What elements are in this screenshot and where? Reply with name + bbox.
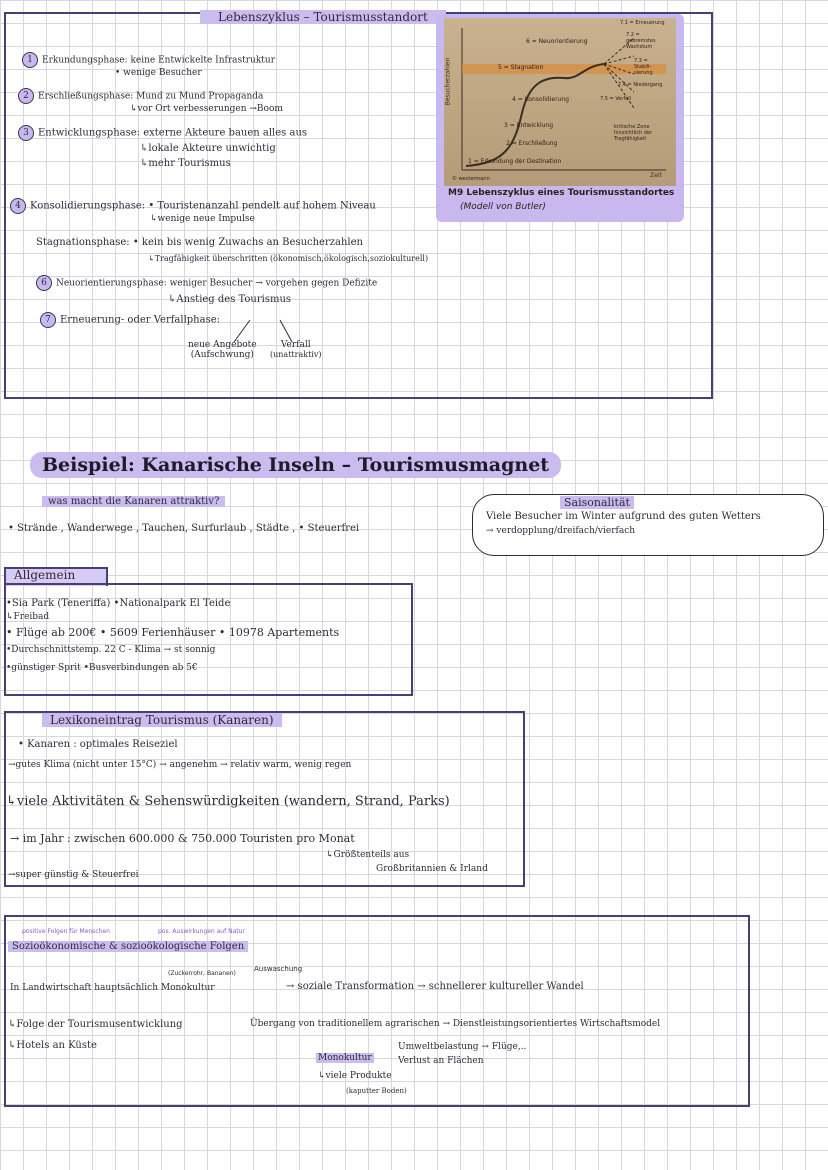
socio-small: (Zuckerrohr, Bananen) xyxy=(168,970,236,977)
fig-p75: 7.5 = Verfall xyxy=(600,96,632,102)
fig-caption: M9 Lebenszyklus eines Tourismusstandortes xyxy=(448,188,675,198)
allgemein-line-4: •Durchschnittstemp. 22 C - Klima → st sonnig xyxy=(6,645,216,655)
attractive-answer: • Strände , Wanderwege , Tauchen, Surfurlaub , Städte , • Steuerfrei xyxy=(8,523,360,534)
allgemein-line-1: •Sia Park (Teneriffa) •Nationalpark El Teide xyxy=(6,598,231,609)
lex-line-5: ↳Größtenteils aus xyxy=(326,850,410,860)
seasonality-sub: → verdopplung/dreifach/vierfach xyxy=(486,526,636,536)
fig-p5: 5 = Stagnation xyxy=(498,64,544,71)
branch-decline: Verfall (unattraktiv) xyxy=(270,340,322,359)
fig-p71: 7.1 = Erneuerung xyxy=(620,20,665,26)
lifecycle-title: Lebenszyklus – Tourismusstandort xyxy=(200,10,446,24)
phase-1-sub: • wenige Besucher xyxy=(115,68,202,78)
fig-p2: 2 = Erschließung xyxy=(506,140,558,147)
phase-3: 3 Entwicklungsphase: externe Akteure bauen alles aus xyxy=(18,125,307,141)
lex-line-7: →super günstig & Steuerfrei xyxy=(8,870,139,880)
lex-line-6: Großbritannien & Irland xyxy=(376,864,488,874)
socio-line-4: Übergang von traditionellem agrarischen → Dienstleistungsorientiertes Wirtschaftsmodel xyxy=(250,1019,661,1029)
phase-4: 4 Konsolidierungsphase: • Touristenanzahl pendelt auf hohem Niveau xyxy=(10,198,376,214)
fig-ylabel: Besucherzahlen xyxy=(444,57,452,106)
fig-p6: 6 = Neuorientierung xyxy=(526,38,588,45)
fig-p73: 7.3 = Stabili-sierung xyxy=(634,58,653,76)
socio-line-5: ↳Hotels an Küste xyxy=(8,1040,97,1051)
socio-line-2: → soziale Transformation → schnellerer kultureller Wandel xyxy=(286,981,584,992)
phase-6: 6 Neuorientierungsphase: weniger Besucher → vorgehen gegen Defizite xyxy=(36,275,377,291)
socio-title: Sozioökonomische & sozioökologische Folgen xyxy=(8,941,248,952)
fig-xlabel: Zeit xyxy=(650,172,662,179)
lexikon-title: Lexikoneintrag Tourismus (Kanaren) xyxy=(42,713,282,727)
fig-zone: kritische Zone hinsichtlich der Tragfähigkeit xyxy=(614,124,653,142)
allgemein-line-2: ↳Freibad xyxy=(6,612,50,622)
allgemein-title: Allgemein xyxy=(14,568,76,582)
socio-line-10: Verlust an Flächen xyxy=(398,1056,484,1066)
fig-caption2: (Modell von Butler) xyxy=(460,202,546,212)
fig-p1: 1 = Erkundung der Destination xyxy=(468,158,562,165)
phase-5: Stagnationsphase: • kein bis wenig Zuwachs an Besucherzahlen xyxy=(36,237,363,248)
socio-line-1: In Landwirtschaft hauptsächlich Monokultur xyxy=(10,983,215,993)
phase-6-sub: ↳Anstieg des Tourismus xyxy=(168,294,292,305)
attractive-question: was macht die Kanaren attraktiv? xyxy=(42,496,225,507)
lex-line-4: → im Jahr : zwischen 600.000 & 750.000 Touristen pro Monat xyxy=(10,832,355,845)
fig-p72: 7.2 = gebremstes Wachstum xyxy=(626,32,656,50)
branch-new-offers: neue Angebote (Aufschwung) xyxy=(188,340,257,360)
lex-line-2: →gutes Klima (nicht unter 15°C) → angenehm → relativ warm, wenig regen xyxy=(8,760,352,770)
phase-1: 1 Erkundungsphase: keine Entwickelte Infrastruktur xyxy=(22,52,275,68)
phase-3-sub: ↳lokale Akteure unwichtig xyxy=(140,143,276,154)
seasonality-title: Saisonalität xyxy=(560,496,634,509)
socio-line-7: ↳viele Produkte xyxy=(318,1071,392,1081)
phase-3-sub2: ↳mehr Tourismus xyxy=(140,158,231,169)
phase-number: 6 xyxy=(36,275,52,291)
fig-p3: 3 = Entwicklung xyxy=(504,122,554,129)
butler-figure xyxy=(436,14,684,222)
fig-p4: 4 = Konsolidierung xyxy=(512,96,569,103)
phase-number: 7 xyxy=(40,312,56,328)
socio-small-2: Auswaschung xyxy=(254,965,303,973)
socio-line-3: ↳Folge der Tourismusentwicklung xyxy=(8,1019,183,1030)
phase-2-sub: ↳vor Ort verbesserungen →Boom xyxy=(130,104,283,114)
socio-line-9: Umweltbelastung → Flüge,.. xyxy=(398,1042,527,1052)
lex-line-1: • Kanaren : optimales Reiseziel xyxy=(18,739,178,750)
allgemein-line-3: • Flüge ab 200€ • 5609 Ferienhäuser • 10978 Apartements xyxy=(6,626,340,639)
socio-line-8: (kaputter Boden) xyxy=(346,1087,407,1095)
phase-number: 4 xyxy=(10,198,26,214)
phase-7: 7 Erneuerung- oder Verfallphase: xyxy=(40,312,220,328)
seasonality-text: Viele Besucher im Winter aufgrund des guten Wetters xyxy=(486,511,761,522)
phase-5-sub: ↳Tragfähigkeit überschritten (ökonomisch,ökologisch,soziokulturell) xyxy=(148,254,429,263)
phase-number: 3 xyxy=(18,125,34,141)
phase-number: 2 xyxy=(18,88,34,104)
seasonality-box xyxy=(472,494,824,556)
example-title: Beispiel: Kanarische Inseln – Tourismusmagnet xyxy=(30,452,561,478)
lex-line-3: ↳viele Aktivitäten & Sehenswürdigkeiten (wandern, Strand, Parks) xyxy=(6,794,450,809)
fig-p74: 7.4 = Niedergang xyxy=(618,82,663,88)
socio-note-1: positive Folgen für Menschen xyxy=(22,928,110,935)
allgemein-line-5: •günstiger Sprit •Busverbindungen ab 5€ xyxy=(6,663,198,673)
socio-note-2: pos. Auswirkungen auf Natur xyxy=(158,928,245,935)
phase-number: 1 xyxy=(22,52,38,68)
socio-line-6: Monokultur xyxy=(318,1053,372,1063)
fig-publisher: © westermann xyxy=(452,176,490,182)
phase-4-sub: ↳wenige neue Impulse xyxy=(150,214,255,224)
phase-2: 2 Erschließungsphase: Mund zu Mund Propaganda xyxy=(18,88,263,104)
